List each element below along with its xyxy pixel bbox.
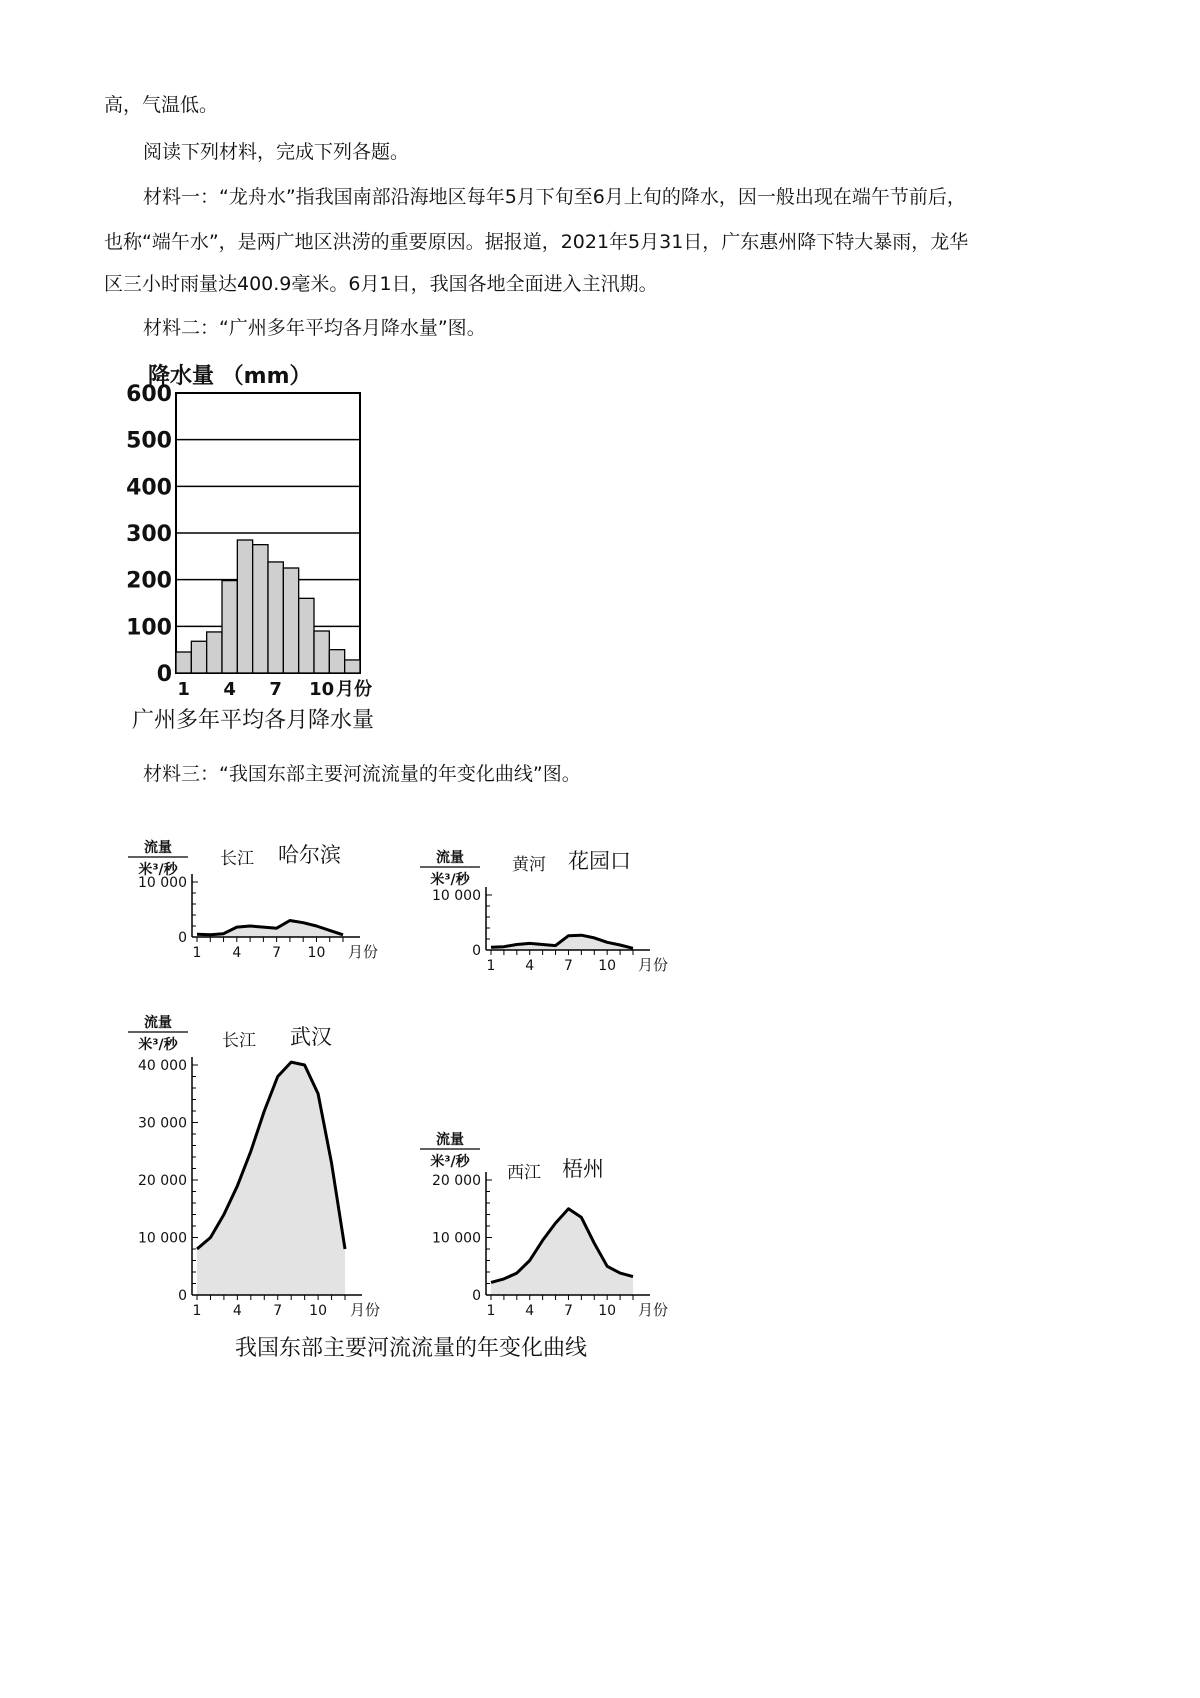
river-ytick-label: 10 000 xyxy=(432,888,481,904)
river-ytick-label: 30 000 xyxy=(138,1115,187,1132)
text-line-5: 材料二：“广州多年平均各月降水量”图。 xyxy=(143,317,486,339)
precip-ytick-label: 400 xyxy=(126,475,172,501)
precip-bar xyxy=(345,660,360,673)
river-panel-2 xyxy=(420,849,668,974)
river-xlabel: 月份 xyxy=(638,1301,669,1319)
precip-xtick-label: 1 xyxy=(177,679,190,700)
river-panel-3 xyxy=(128,1014,380,1319)
river-name-label: 西江 xyxy=(507,1163,541,1183)
river-xlabel: 月份 xyxy=(348,943,379,961)
river-xlabel: 月份 xyxy=(350,1301,381,1319)
river-ytick-label: 0 xyxy=(178,1288,187,1304)
river-discharge-chart xyxy=(110,820,710,1365)
precip-ytick-label: 100 xyxy=(126,615,172,641)
station-name-label: 梧州 xyxy=(562,1157,604,1181)
precip-xlabel: 月份 xyxy=(336,679,372,700)
text-line-1: 阅读下列材料，完成下列各题。 xyxy=(143,141,410,163)
river-ytick-label: 20 000 xyxy=(432,1173,481,1189)
river-xtick-label: 1 xyxy=(192,1303,202,1319)
river-ytick-label: 0 xyxy=(178,930,187,946)
river-panel-1 xyxy=(128,839,378,961)
river-ytick-label: 0 xyxy=(472,943,481,959)
river-xtick-label: 7 xyxy=(563,1303,573,1319)
river-ytick-label: 10 000 xyxy=(432,1230,481,1247)
river-unit-bottom: 米³/秒 xyxy=(138,1037,178,1053)
precip-ytick-label: 600 xyxy=(126,382,172,407)
river-xlabel: 月份 xyxy=(638,956,669,974)
river-ytick-label: 10 000 xyxy=(138,875,187,891)
river-unit-bottom: 米³/秒 xyxy=(138,862,178,878)
text-line-0: 高，气温低。 xyxy=(104,94,219,116)
precip-xtick-label: 7 xyxy=(269,679,282,700)
river-xtick-label: 7 xyxy=(563,958,573,974)
precip-bar xyxy=(191,641,206,673)
river-unit-top: 流量 xyxy=(436,850,464,866)
river-xtick-label: 10 xyxy=(598,958,617,974)
river-xtick-label: 7 xyxy=(272,945,282,961)
text-line-4: 区三小时雨量达400.9毫米。6月1日，我国各地全面进入主汛期。 xyxy=(104,273,658,295)
precip-bar xyxy=(237,540,252,673)
river-name-label: 黄河 xyxy=(512,855,546,875)
river-xtick-label: 10 xyxy=(598,1303,617,1319)
river-unit-bottom: 米³/秒 xyxy=(430,1154,470,1170)
river-xtick-label: 4 xyxy=(525,1303,535,1319)
precip-ytick-label: 500 xyxy=(126,428,172,454)
precip-bar xyxy=(283,568,298,673)
precip-xtick-label: 10 xyxy=(309,679,335,700)
station-name-label: 哈尔滨 xyxy=(278,843,341,867)
river-xtick-label: 10 xyxy=(309,1303,328,1319)
precip-bar xyxy=(329,650,344,673)
river-name-label: 长江 xyxy=(220,849,254,869)
river-xtick-label: 1 xyxy=(192,945,202,961)
river-ytick-label: 20 000 xyxy=(138,1173,187,1189)
precip-bar xyxy=(268,562,283,673)
precip-bar xyxy=(253,545,268,673)
precip-ytick-label: 0 xyxy=(156,662,172,687)
river-area xyxy=(491,1209,633,1295)
precip-bar xyxy=(176,652,191,673)
station-name-label: 花园口 xyxy=(568,849,631,873)
river-unit-top: 流量 xyxy=(436,1132,464,1148)
river-ytick-label: 40 000 xyxy=(138,1058,187,1074)
precip-caption: 广州多年平均各月降水量 xyxy=(132,708,375,733)
river-xtick-label: 1 xyxy=(486,1303,496,1319)
river-panel-4 xyxy=(420,1131,668,1319)
text-line-3: 也称“端午水”，是两广地区洪涝的重要原因。据报道，2021年5月31日，广东惠州降下特大暴雨，龙华 xyxy=(104,231,969,253)
river-name-label: 长江 xyxy=(222,1031,256,1051)
river-xtick-label: 4 xyxy=(525,958,535,974)
river-xtick-label: 1 xyxy=(486,958,496,974)
river-xtick-label: 7 xyxy=(273,1303,283,1319)
precip-ylabel: 降水量 （mm） xyxy=(148,364,312,389)
river-unit-top: 流量 xyxy=(144,840,172,856)
river-unit-top: 流量 xyxy=(144,1015,172,1031)
river-caption: 我国东部主要河流流量的年变化曲线 xyxy=(235,1336,588,1361)
precip-ytick-label: 300 xyxy=(126,522,172,547)
text-line-2: 材料一：“龙舟水”指我国南部沿海地区每年5月下旬至6月上旬的降水，因一般出现在端午节前后， xyxy=(143,186,966,208)
river-xtick-label: 4 xyxy=(232,1303,242,1319)
river-xtick-label: 4 xyxy=(232,945,242,961)
precip-bar xyxy=(314,631,329,673)
precip-xtick-label: 4 xyxy=(223,679,236,700)
precip-bar xyxy=(222,581,237,673)
precip-ytick-label: 200 xyxy=(126,568,172,594)
river-ytick-label: 0 xyxy=(472,1288,481,1304)
precipitation-bar-chart xyxy=(120,355,420,750)
text-line-6: 材料三：“我国东部主要河流流量的年变化曲线”图。 xyxy=(143,763,581,785)
river-xtick-label: 10 xyxy=(307,945,326,961)
precip-bar xyxy=(299,598,314,673)
river-unit-bottom: 米³/秒 xyxy=(430,872,470,888)
river-ytick-label: 10 000 xyxy=(138,1230,187,1247)
station-name-label: 武汉 xyxy=(290,1025,332,1049)
precip-bar xyxy=(207,632,222,673)
